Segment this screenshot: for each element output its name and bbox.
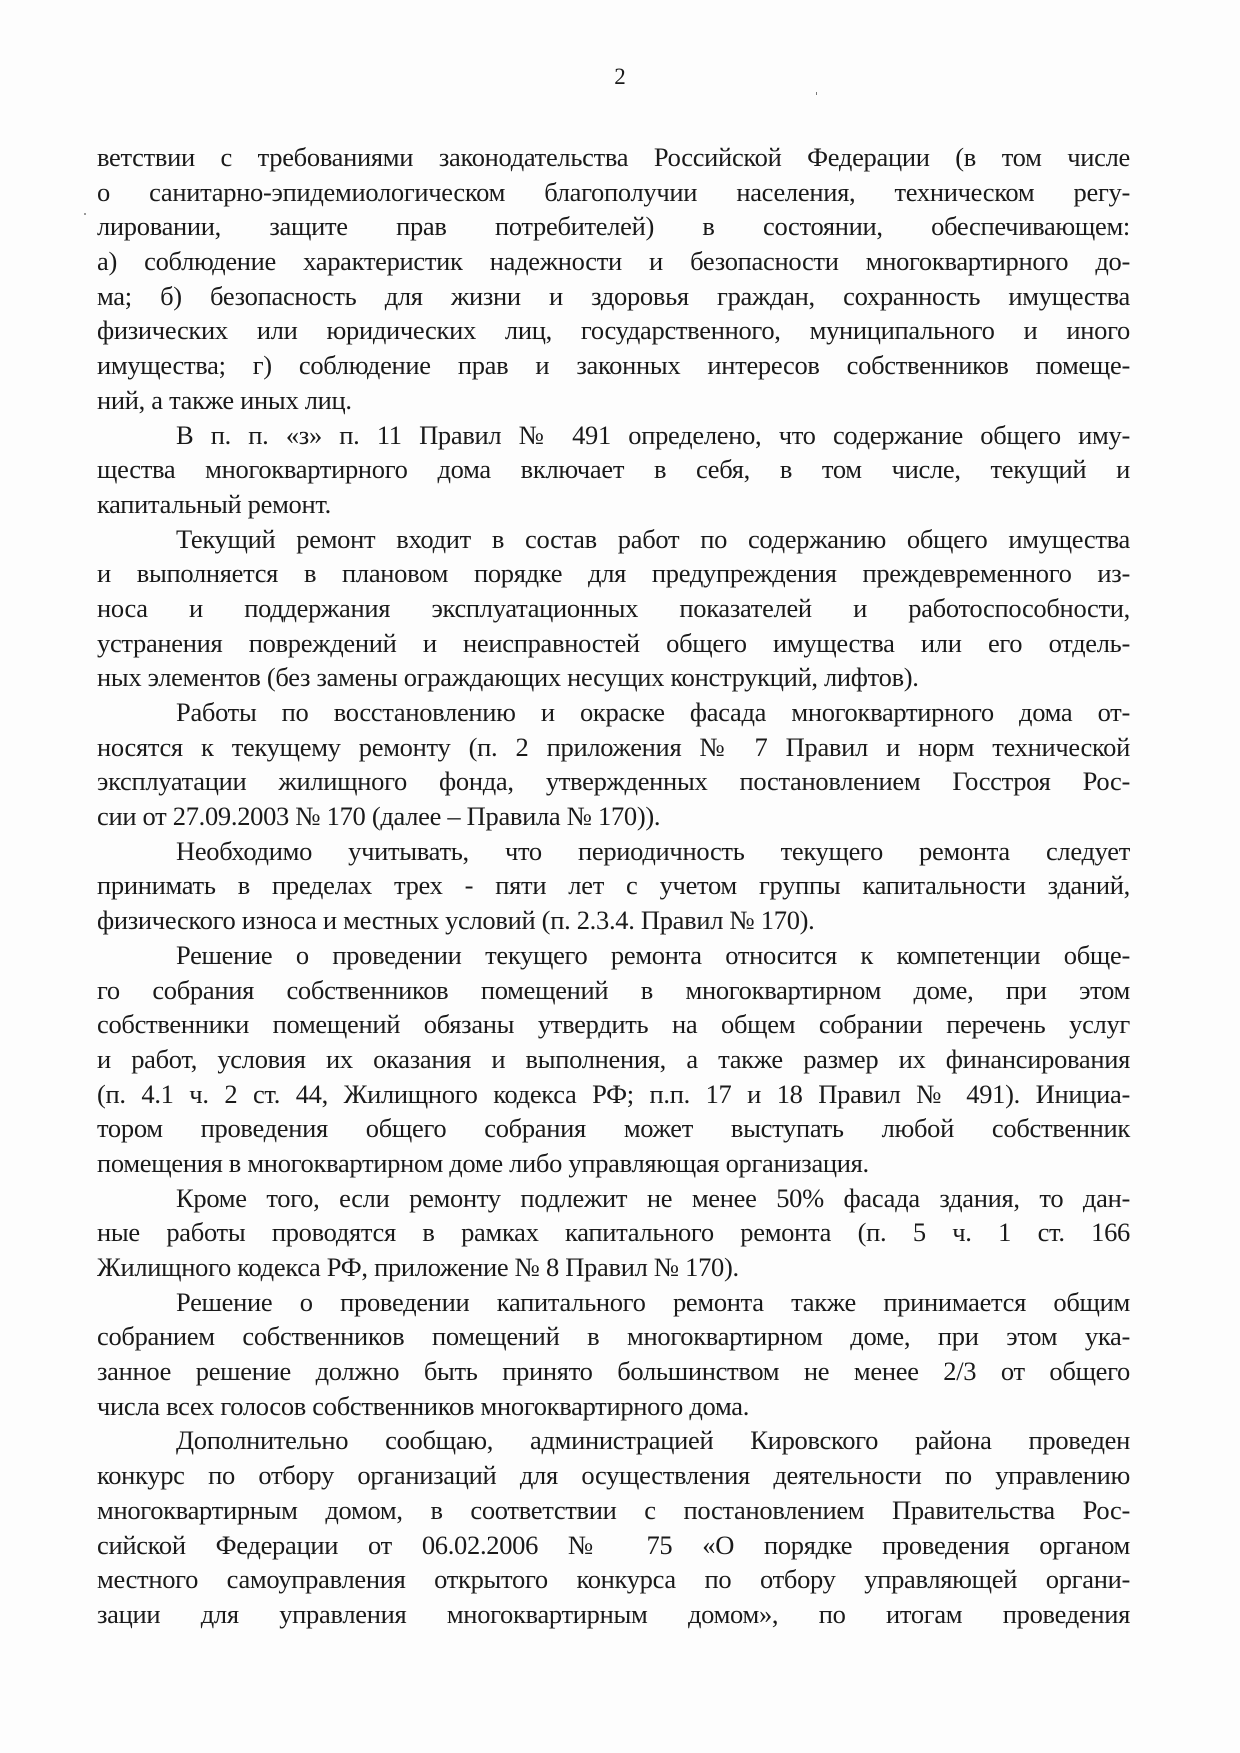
paragraph [97,1181,1130,1285]
text-line: занное решение должно быть принято большинством не менее 2/3 от общего [97,1356,1130,1387]
text-line: лировании, защите прав потребителей) в состоянии, обеспечивающем: [97,211,1130,242]
text-line: помещения в многоквартирном доме либо управляющая организация. [97,1147,869,1178]
text-line: ные работы проводятся в рамках капитального ремонта (п. 5 ч. 1 ст. 166 [97,1217,1130,1248]
text-line: эксплуатации жилищного фонда, утвержденных постановлением Госстроя Рос- [97,766,1130,797]
paragraph [97,1423,1130,1631]
text-line: В п. п. «з» п. 11 Правил № 491 определено, что содержание общего иму- [176,419,1130,450]
text-line: собственники помещений обязаны утвердить на общем собрании перечень услуг [97,1009,1130,1040]
text-line: Решение о проведении капитального ремонта также принимается общим [176,1286,1130,1317]
text-line: Кроме того, если ремонту подлежит не менее 50% фасада здания, то дан- [176,1182,1130,1213]
text-line: (п. 4.1 ч. 2 ст. 44, Жилищного кодекса РФ; п.п. 17 и 18 Правил № 491). Инициа- [97,1078,1130,1109]
text-line: ний, а также иных лиц. [97,384,352,415]
text-line: местного самоуправления открытого конкурса по отбору управляющей органи- [97,1564,1130,1595]
paragraph [97,418,1130,522]
text-line: о санитарно-эпидемиологическом благополучии населения, техническом регу- [97,176,1130,207]
text-line: имущества; г) соблюдение прав и законных интересов собственников помеще- [97,350,1130,381]
text-line: физических или юридических лиц, государственного, муниципального и иного [97,315,1130,346]
text-line: носа и поддержания эксплуатационных показателей и работоспособности, [97,592,1130,623]
text-line: Необходимо учитывать, что периодичность текущего ремонта следует [176,835,1130,866]
text-line: многоквартирным домом, в соответствии с постановлением Правительства Рос- [97,1494,1130,1525]
scan-artifact [816,92,817,95]
text-line: Жилищного кодекса РФ, приложение № 8 Правил № 170). [97,1252,739,1282]
paragraph [97,140,1130,418]
text-line: зации для управления многоквартирным домом», по итогам проведения [97,1598,1130,1629]
text-line: числа всех голосов собственников многоквартирного дома. [97,1390,750,1421]
text-line: конкурс по отбору организаций для осуществления деятельности по управлению [97,1460,1130,1491]
text-line: собранием собственников помещений в многоквартирном доме, при этом ука- [97,1321,1130,1352]
text-line: ветствии с требованиями законодательства Российской Федерации (в том числе [97,142,1130,172]
text-line: сийской Федерации от 06.02.2006 № 75 «О порядке проведения органом [97,1529,1130,1560]
paragraph [97,522,1130,695]
text-line: и выполняется в плановом порядке для предупреждения преждевременного из- [97,558,1130,589]
scan-artifact [84,213,86,215]
text-line: носятся к текущему ремонту (п. 2 приложения № 7 Правил и норм технической [97,731,1130,762]
text-line: Решение о проведении текущего ремонта относится к компетенции обще- [176,939,1130,970]
text-line: а) соблюдение характеристик надежности и безопасности многоквартирного до- [97,246,1130,277]
text-line: Дополнительно сообщаю, администрацией Кировского района проведен [176,1425,1130,1456]
paragraph [97,938,1130,1181]
text-line: Работы по восстановлению и окраске фасада многоквартирного дома от- [176,697,1130,727]
text-line: капитальный ремонт. [97,488,331,519]
paragraph [97,1285,1130,1424]
text-line: тором проведения общего собрания может выступать любой собственник [97,1113,1130,1144]
text-line: принимать в пределах трех - пяти лет с учетом группы капитальности зданий, [97,870,1130,901]
text-line: физического износа и местных условий (п. 2.3.4. Правил № 170). [97,905,815,936]
text-line: щества многоквартирного дома включает в себя, в том числе, текущий и [97,454,1130,485]
text-line: ма; б) безопасность для жизни и здоровья граждан, сохранность имущества [97,280,1130,311]
body-text [97,140,1130,1632]
text-line: сии от 27.09.2003 № 170 (далее – Правила № 170)). [97,801,661,832]
paragraph [97,695,1130,834]
page-number: 2 [614,64,626,89]
text-line: устранения повреждений и неисправностей общего имущества или его отдель- [97,627,1130,658]
text-line: и работ, условия их оказания и выполнения, а также размер их финансирования [97,1043,1130,1074]
text-line: ных элементов (без замены ограждающих несущих конструкций, лифтов). [97,662,919,693]
text-line: го собрания собственников помещений в многоквартирном доме, при этом [97,974,1130,1005]
text-line: Текущий ремонт входит в состав работ по содержанию общего имущества [176,523,1130,554]
paragraph [97,834,1130,938]
